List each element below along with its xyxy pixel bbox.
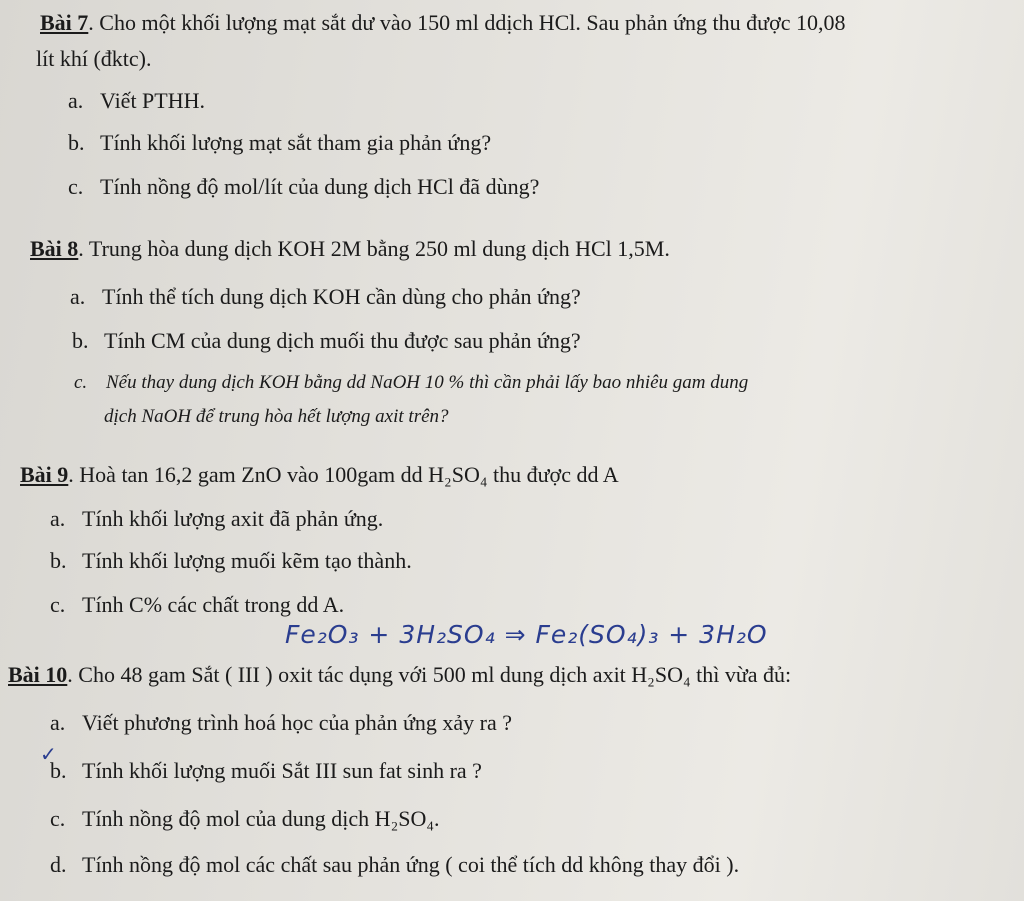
bai8-heading (30, 236, 670, 262)
bai10-item-c (50, 806, 440, 832)
item-letter: a. (50, 506, 66, 531)
bai8-item-b-text: Tính CM của dung dịch muối thu được sau phản ứng? (104, 328, 581, 353)
item-letter: b. (50, 548, 67, 573)
item-letter: b. (72, 328, 89, 353)
bai9-title: Bài 9 (20, 462, 69, 487)
bai7-title: Bài 7 (40, 10, 89, 35)
bai8-item-c-line2: dịch NaOH để trung hòa hết lượng axit trên? (104, 406, 449, 427)
bai8-item-b (72, 328, 581, 354)
bai10-item-c-text: Tính nồng độ mol của dung dịch H₂SO₄. (82, 806, 440, 831)
bai9-item-a-text: Tính khối lượng axit đã phản ứng. (82, 506, 384, 531)
bai7-item-a-text: Viết PTHH. (100, 88, 206, 113)
bai7-item-a (68, 88, 205, 114)
bai7-item-b-text: Tính khối lượng mạt sắt tham gia phản ứng? (100, 130, 492, 155)
bai10-item-d (50, 852, 739, 878)
bai9-item-a (50, 506, 383, 532)
handwritten-check-mark: ✓ (40, 742, 57, 766)
bai7-heading (40, 10, 846, 36)
bai9-item-b (50, 548, 412, 574)
item-letter: c. (68, 174, 84, 199)
item-letter: a. (68, 88, 84, 113)
handwritten-equation: Fe₂O₃ + 3H₂SO₄ ⇒ Fe₂(SO₄)₃ + 3H₂O (285, 620, 768, 649)
bai10-heading (8, 662, 791, 688)
item-letter: d. (50, 852, 67, 877)
item-letter: b. (68, 130, 85, 155)
item-letter: c. (74, 372, 88, 393)
item-letter: c. (50, 592, 66, 617)
bai10-item-a-text: Viết phương trình hoá học của phản ứng xảy ra ? (82, 710, 513, 735)
bai8-intro: . Trung hòa dung dịch KOH 2M bằng 250 ml dung dịch HCl 1,5M. (78, 236, 670, 261)
bai8-title: Bài 8 (30, 236, 79, 261)
bai8-item-a (70, 284, 581, 310)
bai8-item-c-text: Nếu thay dung dịch KOH bằng dd NaOH 10 % thì cần phải lấy bao nhiêu gam dung (106, 372, 749, 393)
bai10-intro: . Cho 48 gam Sắt ( III ) oxit tác dụng với 500 ml dung dịch axit H₂SO₄ thì vừa đủ: (67, 662, 792, 687)
item-letter: a. (70, 284, 86, 309)
bai7-item-c (68, 174, 539, 200)
item-letter: a. (50, 710, 66, 735)
bai8-item-a-text: Tính thể tích dung dịch KOH cần dùng cho phản ứng? (102, 284, 581, 309)
bai9-item-b-text: Tính khối lượng muối kẽm tạo thành. (82, 548, 412, 573)
bai9-heading (20, 462, 619, 488)
bai7-intro: . Cho một khối lượng mạt sắt dư vào 150 ml ddịch HCl. Sau phản ứng thu được 10,08 (88, 10, 846, 35)
bai10-title: Bài 10 (8, 662, 68, 687)
bai9-intro: . Hoà tan 16,2 gam ZnO vào 100gam dd H₂SO₄ thu được dd A (68, 462, 619, 487)
bai10-item-d-text: Tính nồng độ mol các chất sau phản ứng ( coi thể tích dd không thay đổi ). (82, 852, 740, 877)
bai10-item-a (50, 710, 512, 736)
item-letter: b. (50, 758, 67, 783)
bai7-item-c-text: Tính nồng độ mol/lít của dung dịch HCl đã dùng? (100, 174, 540, 199)
bai7-item-b (68, 130, 491, 156)
item-letter: c. (50, 806, 66, 831)
bai10-item-b (50, 758, 482, 784)
bai10-item-b-text: Tính khối lượng muối Sắt III sun fat sinh ra ? (82, 758, 482, 783)
bai7-intro-line2: lít khí (đktc). (36, 46, 152, 71)
bai9-item-c (50, 592, 344, 618)
bai8-item-c (74, 370, 748, 396)
bai9-item-c-text: Tính C% các chất trong dd A. (82, 592, 345, 617)
